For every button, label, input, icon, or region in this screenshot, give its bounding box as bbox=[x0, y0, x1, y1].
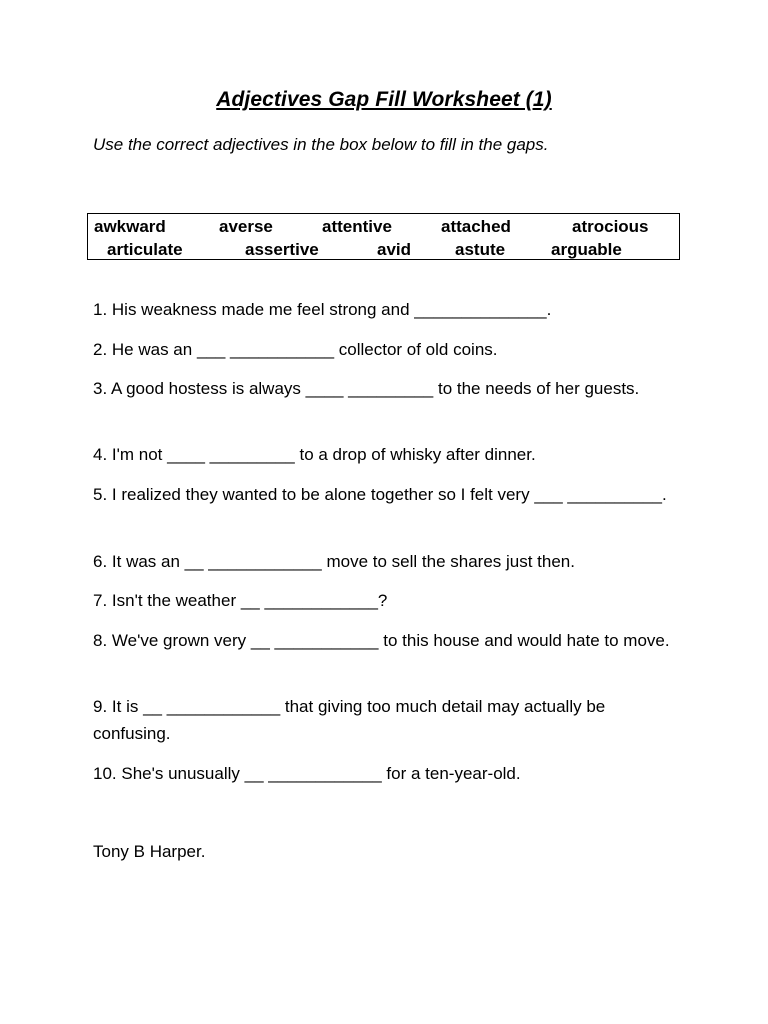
question-item: 1. His weakness made me feel strong and ______________. bbox=[93, 300, 552, 319]
word-bank-item: awkward bbox=[94, 217, 166, 236]
word-bank-item: arguable bbox=[551, 240, 622, 259]
word-bank-box bbox=[87, 213, 680, 260]
question-item: 6. It was an __ ____________ move to sell the shares just then. bbox=[93, 552, 575, 571]
question-item: 4. I'm not ____ _________ to a drop of whisky after dinner. bbox=[93, 445, 536, 464]
word-bank-item: attentive bbox=[322, 217, 392, 236]
word-bank-item: articulate bbox=[107, 240, 183, 259]
question-item: 7. Isn't the weather __ ____________? bbox=[93, 591, 388, 610]
question-item: 9. It is __ ____________ that giving too much detail may actually be confusing. bbox=[93, 697, 606, 743]
word-bank-item: assertive bbox=[245, 240, 319, 259]
word-bank-item: avid bbox=[377, 240, 412, 259]
question-item: 10. She's unusually __ ____________ for a ten-year-old. bbox=[93, 764, 521, 783]
question-item: 2. He was an ___ ___________ collector of old coins. bbox=[93, 340, 498, 359]
author-signature: Tony B Harper. bbox=[93, 842, 206, 861]
word-bank-item: atrocious bbox=[572, 217, 649, 236]
question-item: 8. We've grown very __ ___________ to this house and would hate to move. bbox=[93, 631, 670, 650]
question-item: 3. A good hostess is always ____ _________ to the needs of her guests. bbox=[93, 379, 640, 398]
instructions-text: Use the correct adjectives in the box below to fill in the gaps. bbox=[93, 135, 549, 154]
worksheet-title: Adjectives Gap Fill Worksheet (1) bbox=[216, 88, 552, 111]
word-bank-item: attached bbox=[441, 217, 511, 236]
word-bank-item: astute bbox=[455, 240, 506, 259]
word-bank-item: averse bbox=[219, 217, 273, 236]
question-item: 5. I realized they wanted to be alone together so I felt very ___ __________. bbox=[93, 485, 667, 504]
